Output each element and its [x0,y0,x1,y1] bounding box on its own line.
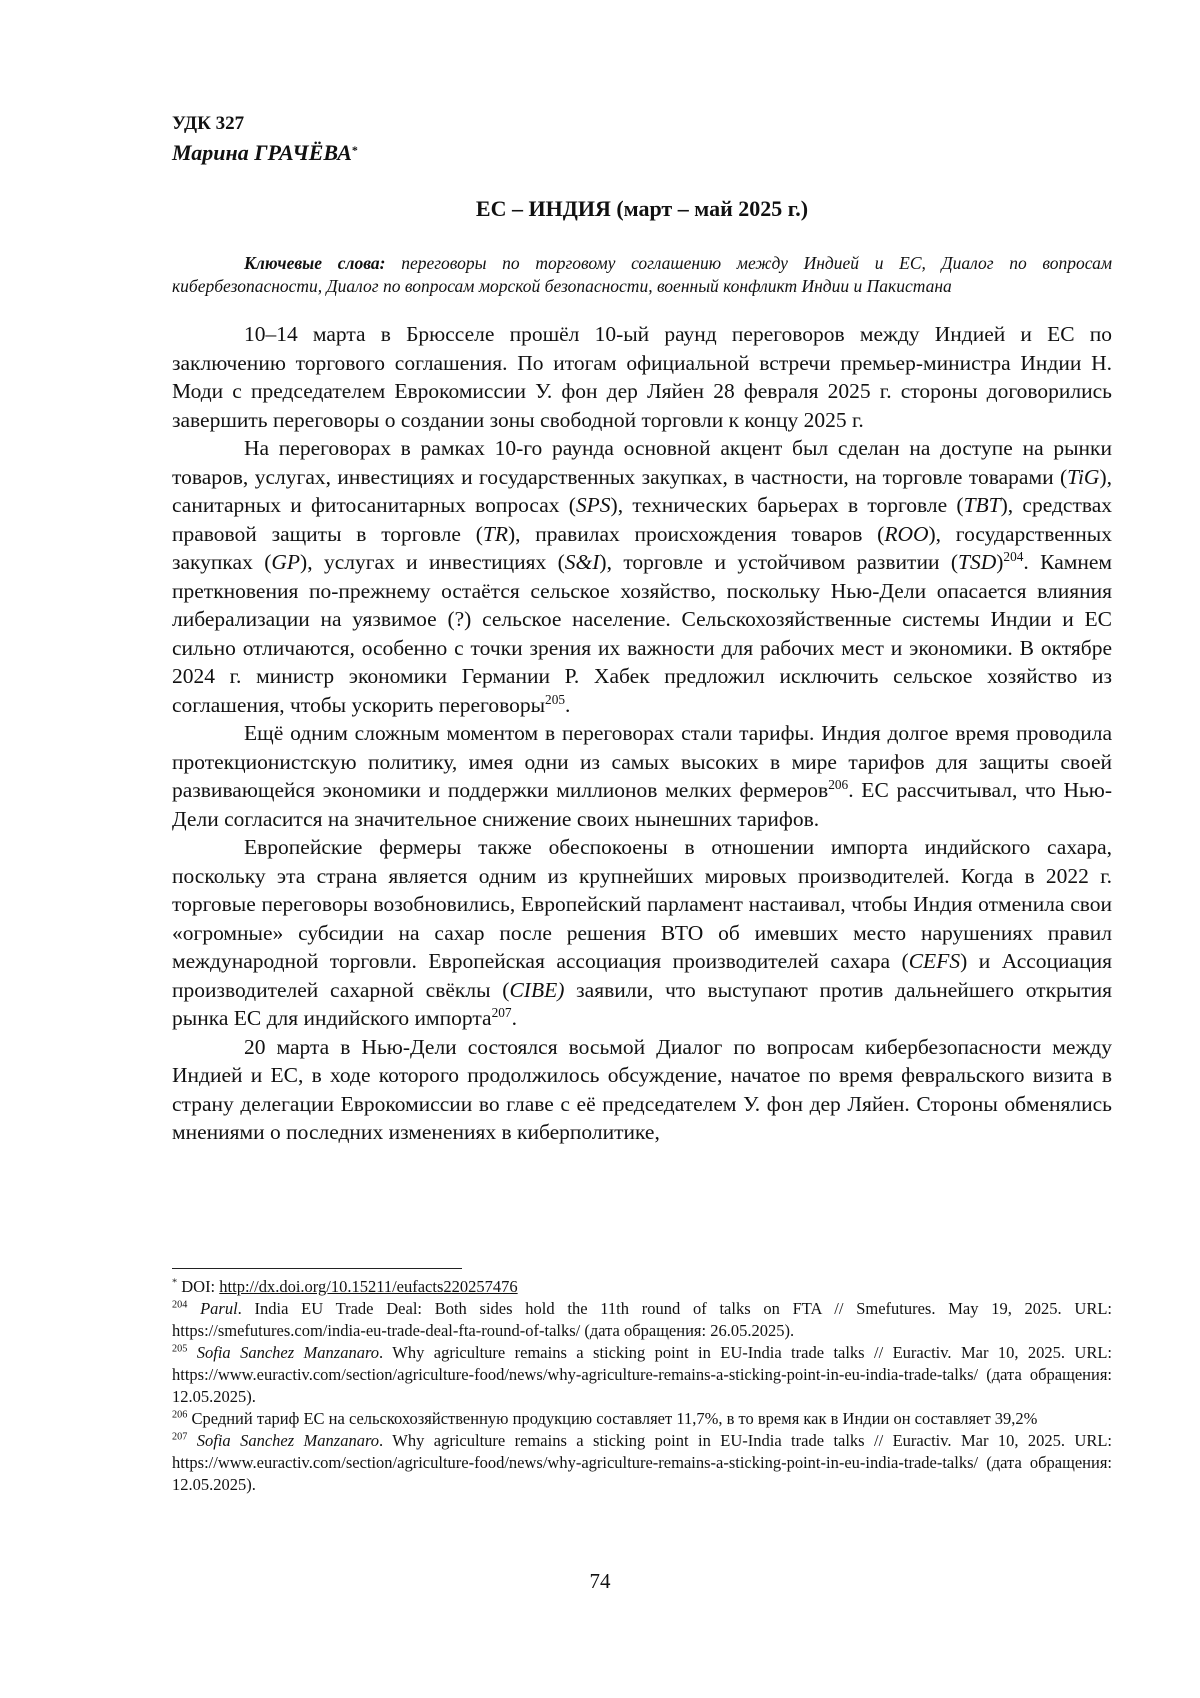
article-title: ЕС – ИНДИЯ (март – май 2025 г.) [475,196,809,221]
abbreviation: SPS [575,493,611,517]
footnote-204 [172,1298,1112,1342]
text-run: ), торговле и устойчивом развитии ( [599,550,958,574]
abbreviation: TBT [963,493,1001,517]
text-run: ), санитарных и фитосанитарных вопросах ( [172,464,1112,517]
footnote-author: Sofia Sanchez Manzanaro [196,1343,380,1362]
footnote-text: . Why agriculture remains a sticking point in EU-India trade talks // Euractiv. Mar 10, 2025. URL: https://www.euractiv.com/section/agriculture-food/news/why-agriculture-remains-a-sticking-point-in-eu-india-trade-talks/ (дата обращения: 12.05.2025). [172,1431,1113,1494]
text-run: На переговорах в рамках 10-го раунда основной акцент был сделан на доступе на рынки товаров, услугах, инвестициях и государственных закупках, в частности, на торговле товарами ( [172,436,1112,489]
text-run: ), технических барьерах в торговле ( [610,493,964,517]
author-name [172,140,1112,166]
footnote-doi [172,1276,1112,1298]
doi-link[interactable]: http://dx.doi.org/10.15211/eufacts220257476 [219,1277,518,1296]
abbreviation: S&I [564,550,600,574]
text-run: ) и Ассоциация производителей сахарной свёклы ( [172,949,1112,1002]
footnote-ref-204[interactable]: 204 [1003,548,1024,564]
footnote-207 [172,1430,1112,1496]
text-run: . Камнем преткновения по-прежнему остаётся сельское хозяйство, поскольку Нью-Дели опасается влияния либерализации на уязвимое (?) сельское население. Сельскохозяйственные системы Индии и ЕС сильно отличаются, особенно с точки зрения их важности для рабочих мест и экономики. В октябре 2024 г. министр экономики Германии Р. Хабек предложил исключить сельское хозяйство из соглашения, чтобы ускорить переговоры [172,550,1112,717]
footnote-text: Средний тариф ЕС на сельскохозяйственную продукцию составляет 11,7%, в то время как в Индии он составляет 39,2% [187,1409,1038,1428]
text-run: заявили, что выступают против дальнейшего открытия рынка ЕС для индийского импорта [172,977,1113,1030]
footnote-ref-207[interactable]: 207 [491,1004,512,1020]
abbreviation: CEFS [908,949,961,973]
author-footnote-mark: * [351,143,358,157]
text-run: . [511,1006,517,1030]
footnotes [172,1276,1112,1496]
footnote-number: 206 [172,1409,188,1421]
footnote-text: . India EU Trade Deal: Both sides hold the 11th round of talks on FTA // Smefutures. May 19, 2025. URL: https://smefutures.com/india-eu-trade-deal-fta-round-of-talks/ (дата обращения: 26.05.2025). [172,1299,1113,1340]
footnote-mark: * [172,1277,178,1289]
footnote-author: Parul [200,1299,238,1318]
keywords-block [172,252,1112,298]
footnote-205 [172,1342,1112,1408]
author-name-text: Марина ГРАЧЁВА [172,140,352,165]
abbreviation: ROO [884,521,929,546]
text-run: Ещё одним сложным моментом в переговорах стали тарифы. Индия долгое время проводила протекционистскую политику, имея одни из самых высоких в мире тарифов для защиты своей развивающейся экономики и поддержки миллионов мелких фермеров [172,721,1112,802]
page-number: 74 [589,1569,611,1593]
footnote-number: 207 [172,1431,188,1443]
udk-code: УДК 327 [172,113,245,134]
text-run: ), услугах и инвестициях ( [300,550,565,574]
text-run: ), государственных закупках ( [172,521,1112,574]
paragraph-1: 10–14 марта в Брюсселе прошёл 10-ый раунд переговоров между Индией и ЕС по заключению торгового соглашения. По итогам официальной встречи премьер-министра Индии Н. Моди с председателем Еврокомиссии У. фон дер Ляйен 28 февраля 2025 г. стороны договорились завершить переговоры о создании зоны свободной торговли к концу 2025 г. [172,322,1112,432]
keywords-label: Ключевые слова: [244,253,386,273]
footnote-number: 204 [172,1299,188,1311]
footnote-206 [172,1408,1112,1430]
footnote-separator [172,1268,462,1269]
text-run: ), средствах правовой защиты в торговле ( [172,493,1113,546]
abbreviation: TiG [1067,464,1100,489]
abbreviation: TSD [958,550,997,574]
footnote-text: . Why agriculture remains a sticking point in EU-India trade talks // Euractiv. Mar 10, 2025. URL: https://www.euractiv.com/section/agriculture-food/news/why-agriculture-remains-a-sticking-point-in-eu-india-trade-talks/ (дата обращения: 12.05.2025). [172,1343,1113,1406]
paragraph-5: 20 марта в Нью-Дели состоялся восьмой Диалог по вопросам кибербезопасности между Индией и ЕС, в ходе которого продолжилось обсуждение, начатое по время февральского визита в страну делегации Еврокомиссии во главе с её председателем У. фон дер Ляйен. Стороны обменялись мнениями о последних изменениях в киберполитике, [172,1034,1112,1144]
doi-label: DOI: [177,1277,220,1296]
text-run: . [565,692,571,717]
text-run: ) [996,550,1004,574]
footnote-ref-205[interactable]: 205 [545,691,566,707]
footnote-ref-206[interactable]: 206 [828,776,849,792]
paragraph-4 [172,833,1112,1033]
abbreviation: TR [482,521,508,546]
footnote-author: Sofia Sanchez Manzanaro [196,1431,380,1450]
text-run: ), правилах происхождения товаров ( [508,521,885,546]
article-body [172,320,1112,1147]
abbreviation: CIBE) [509,977,565,1002]
text-run: . ЕС рассчитывал, что Нью-Дели согласится на значительное снижение своих нынешних тарифов. [172,778,1113,831]
keywords-text: переговоры по торговому соглашению между Индией и ЕС, Диалог по вопросам кибербезопасности, Диалог по вопросам морской безопасности, военный конфликт Индии и Пакистана [172,253,1113,296]
text-run: Европейские фермеры также обеспокоены в отношении импорта индийского сахара, поскольку эта страна является одним из крупнейших мировых производителей. Когда в 2022 г. торговые переговоры возобновились, Европейский парламент настаивал, чтобы Индия отменила свои «огромные» субсидии на сахар после решения ВТО об имевших место нарушениях правил международной торговли. Европейская ассоциация производителей сахара ( [172,835,1112,973]
paragraph-2 [172,434,1112,719]
paragraph-3 [172,719,1112,833]
footnote-number: 205 [172,1343,188,1355]
abbreviation: GP [271,550,301,574]
